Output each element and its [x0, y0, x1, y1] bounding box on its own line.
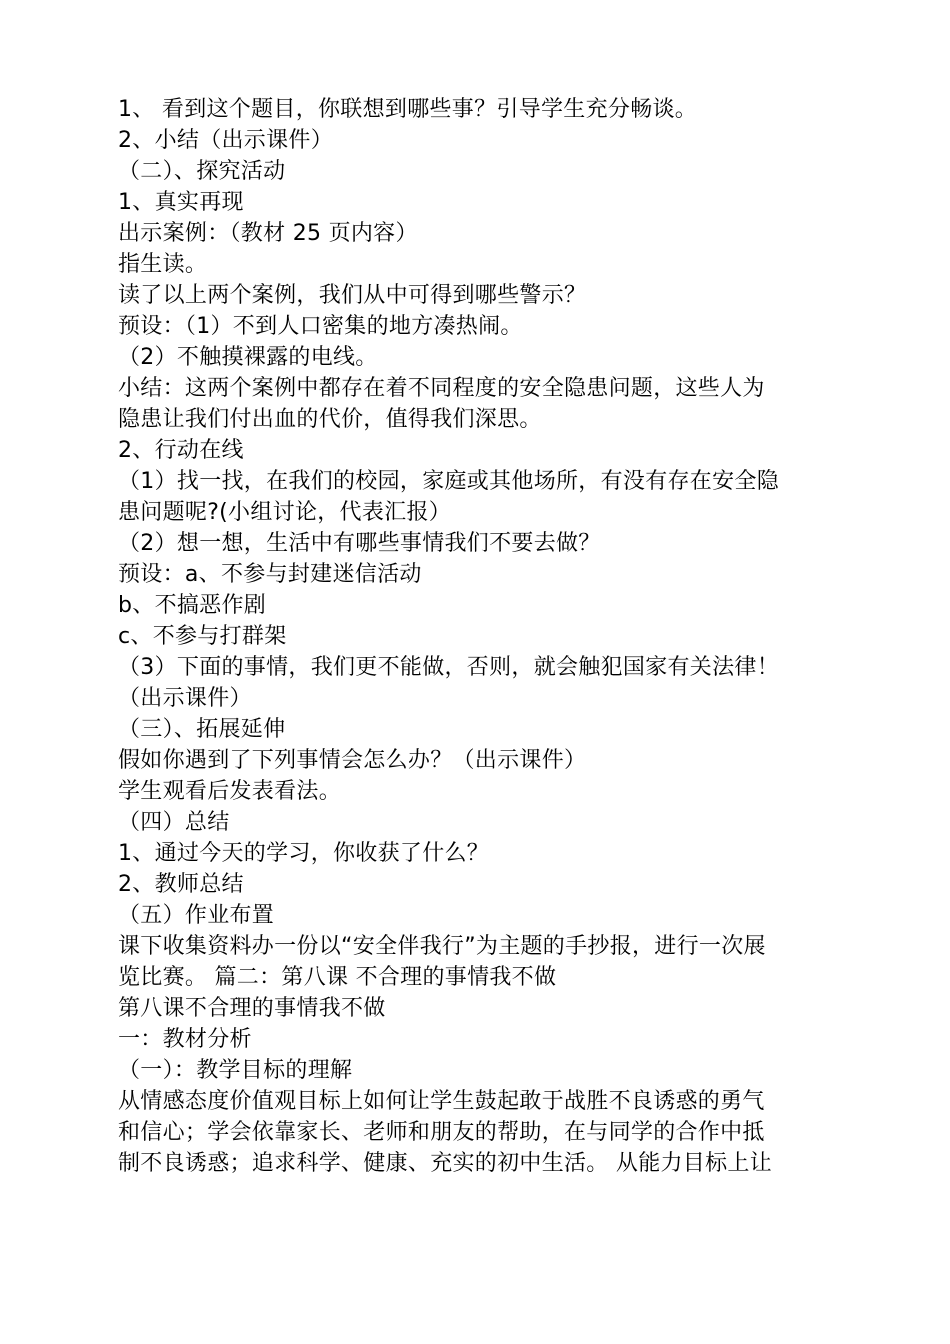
- text-line: 隐患让我们付出血的代价，值得我们深思。: [118, 407, 542, 432]
- text-line: （2）想一想，生活中有哪些事情我们不要去做？: [118, 531, 601, 556]
- section-heading: （一）：教学目标的理解: [118, 1058, 353, 1083]
- text-line: 第八课不合理的事情我不做: [118, 996, 386, 1021]
- document-body: [118, 94, 838, 1179]
- text-line: 1、 看到这个题目，你联想到哪些事？引导学生充分畅谈。: [118, 97, 698, 122]
- text-line: 出示案例：（教材 25 页内容）: [118, 221, 418, 246]
- text-line: 课下收集资料办一份以“安全伴我行”为主题的手抄报，进行一次展: [118, 934, 766, 959]
- text-line: 1、通过今天的学习，你收获了什么？: [118, 841, 490, 866]
- text-line: 和信心；学会依靠家长、老师和朋友的帮助，在与同学的合作中抵: [118, 1120, 765, 1145]
- text-line: 小结：这两个案例中都存在着不同程度的安全隐患问题，这些人为: [118, 376, 765, 401]
- text-line: c、不参与打群架: [118, 624, 287, 649]
- text-line: （3）下面的事情，我们更不能做，否则，就会触犯国家有关法律！: [118, 655, 779, 680]
- section-heading: （五）作业布置: [118, 903, 275, 928]
- text-line: 预设：a、不参与封建迷信活动: [118, 562, 422, 587]
- text-line: 览比赛。 篇二：第八课 不合理的事情我不做: [118, 965, 557, 990]
- section-heading: （四）总结: [118, 810, 230, 835]
- text-line: 2、行动在线: [118, 438, 244, 463]
- text-line: 假如你遇到了下列事情会怎么办？（出示课件）: [118, 748, 587, 773]
- text-line: 制不良诱惑；追求科学、健康、充实的初中生活。 从能力目标上让: [118, 1151, 772, 1176]
- text-line: 学生观看后发表看法。: [118, 779, 342, 804]
- section-heading: （三）、拓展延伸: [118, 717, 286, 742]
- text-line: 2、小结（出示课件）: [118, 128, 333, 153]
- text-line: （2）不触摸裸露的电线。: [118, 345, 378, 370]
- section-heading: 一：教材分析: [118, 1027, 252, 1052]
- section-heading: （二）、探究活动: [118, 159, 286, 184]
- text-line: 预设：（1）不到人口密集的地方凑热闹。: [118, 314, 523, 339]
- text-line: 患问题呢?(小组讨论，代表汇报）: [118, 500, 452, 525]
- text-line: b、不搞恶作剧: [118, 593, 267, 618]
- text-line: （1）找一找，在我们的校园，家庭或其他场所，有没有存在安全隐: [118, 469, 779, 494]
- text-line: 指生读。: [118, 252, 208, 277]
- text-line: 从情感态度价值观目标上如何让学生鼓起敢于战胜不良诱惑的勇气: [118, 1089, 765, 1114]
- text-line: 1、真实再现: [118, 190, 244, 215]
- text-line: 2、教师总结: [118, 872, 244, 897]
- text-line: （出示课件）: [118, 686, 252, 711]
- text-line: 读了以上两个案例，我们从中可得到哪些警示？: [118, 283, 587, 308]
